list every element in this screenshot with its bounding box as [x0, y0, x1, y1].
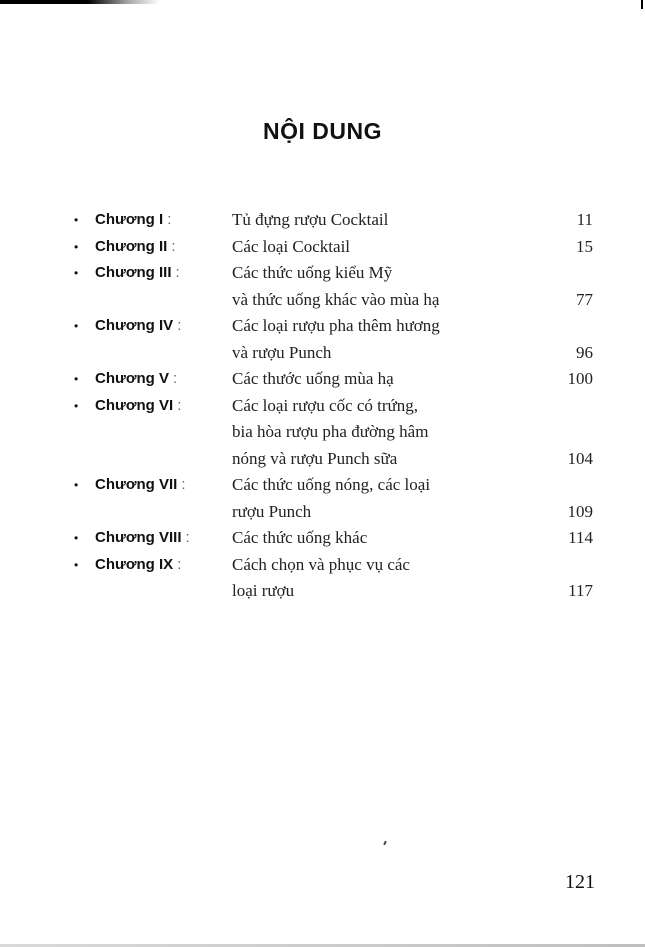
toc-line — [0, 578, 645, 605]
chapter-label — [95, 234, 176, 261]
bullet-icon: • — [74, 398, 79, 413]
chapter-colon: : — [173, 370, 178, 387]
chapter-colon: : — [177, 555, 182, 573]
chapter-colon: : — [171, 237, 176, 255]
chapter-description: Các loại rượu cốc có trứng, — [232, 395, 419, 415]
bullet-icon: • — [74, 319, 79, 333]
bullet-icon: • — [74, 213, 79, 227]
bullet-icon: • — [74, 478, 79, 492]
chapter-page-number: 15 — [576, 236, 593, 256]
toc-line — [0, 525, 645, 552]
chapter-page-number: 11 — [576, 210, 593, 229]
chapter-colon: : — [181, 476, 186, 493]
toc-line — [0, 287, 645, 314]
bullet-icon: • — [74, 557, 79, 572]
chapter-colon: : — [177, 396, 182, 414]
toc-line — [0, 419, 645, 446]
scan-speck — [383, 841, 387, 845]
chapter-description: loại rượu — [232, 581, 295, 600]
scan-edge-mark — [0, 0, 160, 4]
chapter-colon: : — [177, 317, 182, 334]
chapter-label — [95, 207, 171, 234]
toc-line — [0, 446, 645, 473]
chapter-name: Chương II — [95, 237, 168, 255]
table-of-contents — [0, 207, 645, 605]
toc-line — [0, 207, 645, 234]
chapter-page-number: 77 — [576, 289, 593, 309]
toc-line — [0, 472, 645, 499]
chapter-colon: : — [167, 211, 172, 228]
chapter-description: bia hòa rượu pha đường hâm — [232, 422, 429, 441]
chapter-description: rượu Punch — [232, 501, 312, 521]
chapter-label — [95, 525, 190, 552]
chapter-label — [95, 393, 181, 420]
chapter-name: Chương III — [95, 264, 172, 281]
chapter-description: Các thức uống nóng, các loại — [232, 475, 431, 494]
chapter-name: Chương V — [95, 370, 170, 387]
chapter-name: Chương VII — [95, 476, 178, 493]
chapter-page-number: 96 — [576, 342, 593, 362]
toc-line — [0, 393, 645, 420]
chapter-name: Chương VIII — [95, 529, 182, 546]
bullet-icon: • — [74, 531, 79, 545]
chapter-label — [95, 313, 181, 340]
chapter-description: Các loại Cocktail — [232, 236, 351, 256]
chapter-description: và thức uống khác vào mùa hạ — [232, 289, 440, 309]
chapter-name: Chương IV — [95, 317, 174, 334]
chapter-colon: : — [175, 264, 180, 281]
page-number: 121 — [565, 871, 595, 893]
chapter-page-number: 117 — [568, 581, 593, 600]
chapter-description: Các thức uống khác — [232, 528, 368, 547]
toc-line — [0, 552, 645, 579]
chapter-description: Các thước uống mùa hạ — [232, 369, 394, 388]
scan-edge-mark-right — [641, 0, 643, 9]
toc-line — [0, 313, 645, 340]
chapter-name: Chương VI — [95, 396, 174, 414]
toc-line — [0, 234, 645, 261]
page-title: NỘI DUNG — [263, 118, 382, 144]
chapter-page-number: 114 — [568, 528, 593, 547]
chapter-description: và rượu Punch — [232, 342, 332, 362]
chapter-description: Cách chọn và phục vụ các — [232, 554, 410, 574]
chapter-colon: : — [185, 529, 190, 546]
bullet-icon: • — [74, 372, 79, 386]
bullet-icon: • — [74, 266, 79, 280]
chapter-page-number: 104 — [567, 448, 593, 468]
toc-line — [0, 499, 645, 526]
chapter-label — [95, 472, 186, 499]
toc-line — [0, 260, 645, 287]
chapter-label — [95, 260, 180, 287]
chapter-label — [95, 552, 181, 579]
chapter-page-number: 109 — [567, 501, 593, 521]
chapter-description: Các thức uống kiểu Mỹ — [232, 263, 393, 282]
chapter-description: Tủ đựng rượu Cocktail — [232, 210, 389, 229]
chapter-name: Chương IX — [95, 555, 174, 573]
bullet-icon: • — [74, 239, 79, 254]
chapter-description: Các loại rượu pha thêm hương — [232, 316, 440, 335]
toc-line — [0, 366, 645, 393]
chapter-page-number: 100 — [567, 369, 593, 388]
chapter-description: nóng và rượu Punch sữa — [232, 448, 398, 468]
chapter-label — [95, 366, 177, 393]
toc-line — [0, 340, 645, 367]
chapter-name: Chương I — [95, 211, 164, 228]
